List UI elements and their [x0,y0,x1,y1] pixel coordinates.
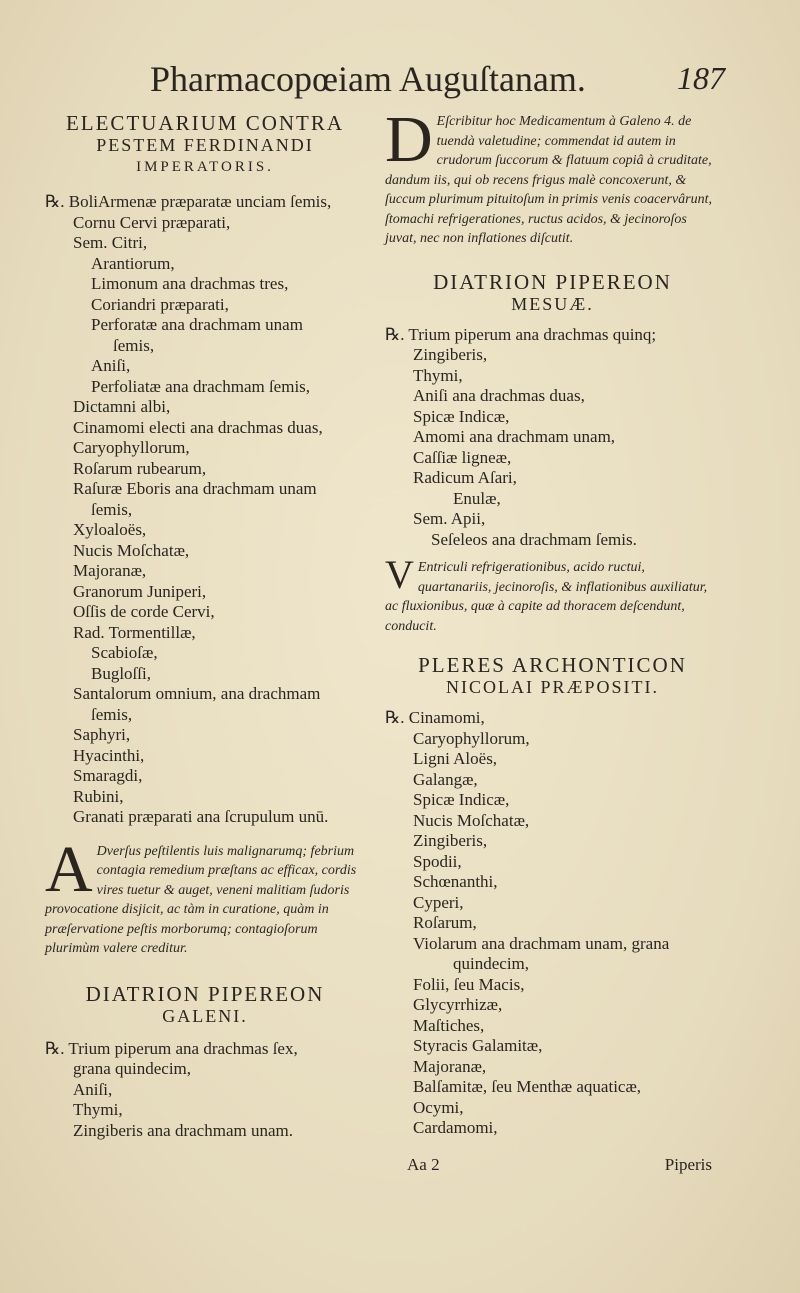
section-title-diatrion-galeni [45,983,365,1027]
title-line: ELECTUARIUM CONTRA [65,111,345,135]
recipe-line: Ligni Aloës, [413,749,498,768]
recipe-line: Granati præparati ana ſcrupulum unū. [73,807,329,826]
drop-cap: D [385,103,433,176]
recipe-line: Enulæ, [453,488,501,508]
title-line: GALENI. [162,1005,248,1026]
recipe-line: Schœnanthi, [413,872,498,891]
recipe-line: Hyacinthi, [73,745,145,765]
recipe-line: Nucis Moſchatæ, [413,810,530,830]
section-title-pleres [385,654,720,698]
recipe-line: Styracis Galamitæ, [413,1036,543,1055]
recipe-line: Zingiberis, [413,831,488,850]
right-column [385,103,720,1139]
recipe-line: Cinamomi electi ana drachmas duas, [73,417,323,437]
note-electuarium [45,832,365,959]
recipe-line: Amomi ana drachmam unam, [413,427,616,446]
note-text: Eſcribitur hoc Medicamentum à Galeno 4. de tuendà valetudine; commendat id autem in crudorum ſuccorum & flatuum copiâ à cruditate, dandum iis, qui ob recens frigus malè concoxerunt, & ſuccum plurimum pituitoſum in primis venis coacervârunt, ſtomachi refrigerationes, ructus acidos, & jecinoroſos juvat, nec non inflationes diſcutit. [385,114,713,246]
recipe-line: Perforatæ ana drachmam unam [91,315,303,334]
recipe-line: Raſuræ Eboris ana drachmam unam [73,479,317,498]
recipe-line: Santalorum omnium, ana drachmam [73,684,321,703]
title-line: PLERES ARCHONTICON [418,653,687,677]
left-column [45,112,365,1141]
recipe-line: ℞. Trium piperum ana drachmas ſex, [45,1038,298,1058]
recipe-pleres [385,708,720,1139]
recipe-line: Galangæ, [413,769,478,789]
running-title: Pharmacopœiam Auguſtanam. [150,59,586,99]
recipe-line: Smaragdi, [73,766,143,785]
recipe-line: Granorum Juniperi, [73,581,207,601]
recipe-line: Oſſis de corde Cervi, [73,602,215,621]
recipe-diatrion-mesuae [385,325,720,551]
title-line: NICOLAI PRÆPOSITI. [445,677,659,697]
recipe-line: Majoranæ, [413,1056,487,1076]
recipe-diatrion-galeni [45,1039,365,1142]
recipe-line: ℞. Trium piperum ana drachmas quinq; [385,324,657,344]
drop-cap: A [45,832,93,906]
recipe-line: Spodii, [413,851,462,871]
title-line: IMPERATORIS. [136,159,274,175]
drop-cap: V [385,552,414,597]
note-diatrion-galeni [385,103,720,249]
recipe-line: Coriandri præparati, [91,294,229,314]
recipe-line: Aniſi ana drachmas duas, [413,386,585,405]
recipe-line: Aniſi, [73,1079,113,1099]
recipe-line: Ocymi, [413,1097,464,1117]
recipe-line: Balſamitæ, ſeu Menthæ aquaticæ, [413,1077,642,1096]
recipe-line: ſemis, [91,499,133,519]
recipe-line: Cornu Cervi præparati, [73,212,231,232]
recipe-line: Seſeleos ana drachmam ſemis. [431,529,637,549]
recipe-line: Sem. Apii, [413,509,486,528]
title-line: PESTEM FERDINANDI [96,135,314,155]
recipe-line: grana quindecim, [73,1059,192,1078]
recipe-line: Arantiorum, [91,253,175,273]
recipe-line: Spicæ Indicæ, [413,406,510,426]
signature-mark: Aa 2 [407,1155,440,1174]
recipe-line: Roſarum rubearum, [73,458,207,478]
recipe-line: Caryophyllorum, [413,728,530,748]
recipe-line: Scabioſæ, [91,643,158,662]
recipe-line: Thymi, [73,1100,123,1119]
catchword: Piperis [664,1155,712,1174]
recipe-line: ſemis, [113,335,155,355]
recipe-line: Cyperi, [413,892,464,912]
recipe-line: Perfoliatæ ana drachmam ſemis, [91,376,311,396]
recipe-line: Violarum ana drachmam unam, grana [413,933,670,953]
note-text: Entriculi refrigerationibus, acido ructui, quartanariis, jecinoroſis, & inflationibus auxiliatur, ac fluxionibus, quæ à capite ad thoracem deſcendunt, conducit. [385,560,708,634]
recipe-line: Dictamni albi, [73,397,171,416]
recipe-line: Glycyrrhizæ, [413,995,503,1014]
page-number: 187 [677,60,725,96]
recipe-line: Zingiberis, [413,345,488,364]
note-text: Dverſus peſtilentis luis malignarumq; febrium contagia remedium præſtans ac efficax, cordis vires tuetur & auget, veneni malitiam ſudoris provocatione disjicit, ac tàm in curatione, quàm in præſervatione peſtis morborumq; contagioſorum plurimùm valere creditur. [45,843,357,956]
recipe-line: Bugloſſi, [91,663,151,683]
section-title-electuarium [45,112,365,178]
title-line: DIATRION PIPEREON [433,269,672,294]
recipe-line: Rad. Tormentillæ, [73,622,196,642]
recipe-line: ℞. BoliArmenæ præparatæ unciam ſemis, [45,192,332,211]
section-title-diatrion-mesuae [385,271,720,315]
recipe-line: Aniſi, [91,356,131,375]
recipe-line: Zingiberis ana drachmam unam. [73,1120,293,1140]
recipe-line: Maſtiches, [413,1015,485,1035]
recipe-line: Rubini, [73,786,124,806]
recipe-line: Caſſiæ ligneæ, [413,447,512,467]
recipe-line: Limonum ana drachmas tres, [91,274,289,293]
recipe-line: ℞. Cinamomi, [385,708,485,727]
recipe-line: Spicæ Indicæ, [413,790,510,809]
title-line: DIATRION PIPEREON [85,981,325,1006]
recipe-line: Caryophyllorum, [73,438,190,457]
recipe-line: Saphyri, [73,725,131,744]
recipe-line: quindecim, [453,954,530,973]
recipe-line: Roſarum, [413,913,477,932]
recipe-line: Radicum Aſari, [413,468,517,487]
recipe-electuarium [45,192,365,828]
recipe-line: Nucis Moſchatæ, [73,540,190,560]
recipe-line: Thymi, [413,365,463,385]
running-header [60,58,725,108]
note-diatrion-mesuae [385,552,720,636]
recipe-line: ſemis, [91,704,133,724]
recipe-line: Xyloaloës, [73,520,147,539]
recipe-line: Sem. Citri, [73,233,148,252]
recipe-line: Cardamomi, [413,1118,498,1137]
recipe-line: Majoranæ, [73,561,147,580]
recipe-line: Folii, ſeu Macis, [413,974,525,994]
title-line: MESUÆ. [511,293,594,314]
